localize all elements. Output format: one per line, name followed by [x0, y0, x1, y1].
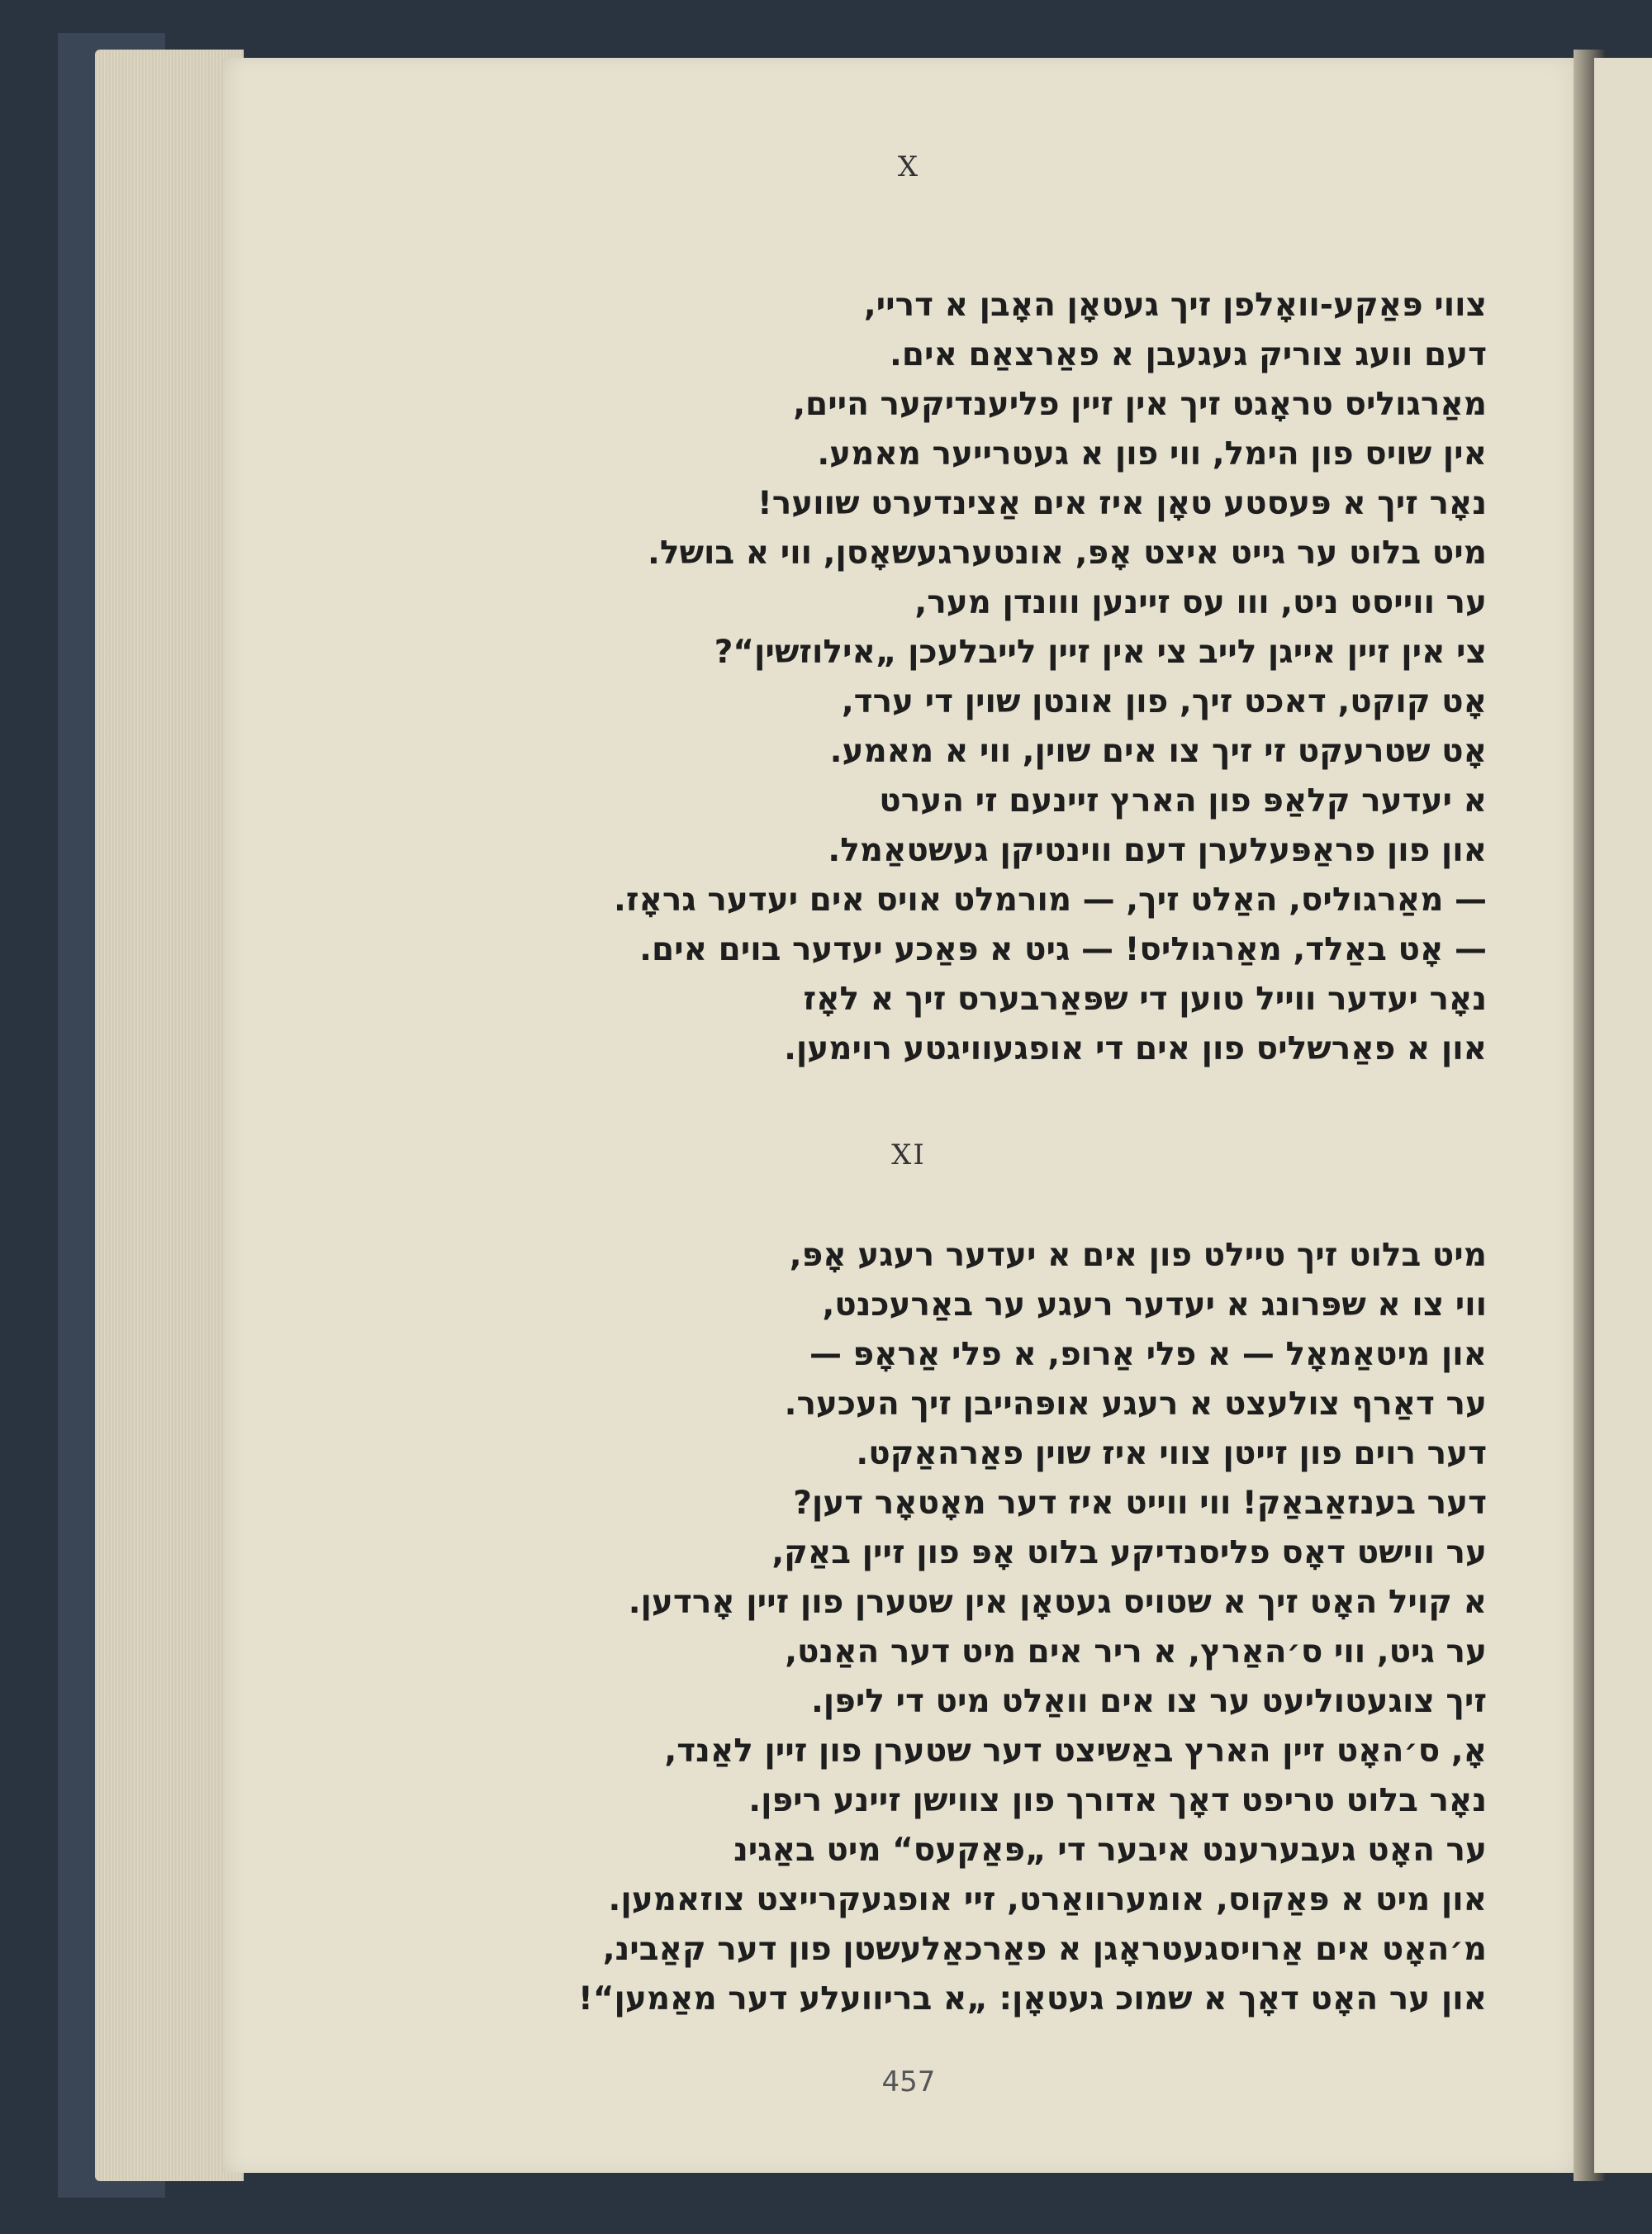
- poem-line: אָט שטרעקט זי זיך צו אים שוין, ווי א מאמע.: [829, 733, 1487, 770]
- poem-line: דעם וועג צוריק געגעבן א פאַרצאַם אים.: [890, 336, 1487, 373]
- poem-line: צווי פּאַקע-וואָלפן זיך געטאָן האָבן א דריי,: [863, 287, 1487, 324]
- poem-line: דער בענזאַבאַק! ווי ווייט איז דער מאָטאָר דען?: [793, 1485, 1487, 1522]
- section-mark-xi: XI: [891, 1138, 926, 1172]
- poem-line: מיט בלוט זיך טיילט פון אים א יעדער רעגע אָפּ,: [789, 1237, 1487, 1274]
- poem-line: מאַרגוליס טראָגט זיך אין זיין פליענדיקער היים,: [793, 386, 1487, 423]
- poem-line: ווי צו א שפּרונג א יעדער רעגע ער באַרעכנט,: [822, 1286, 1487, 1324]
- poem-line: און ער האָט דאָך א שמוכ געטאָן: „א בריוועלע דער מאַמען“!: [578, 1980, 1487, 2018]
- book-page: [223, 58, 1594, 2173]
- poem-line: און מיטאַמאָל — א פלי אַרופ, א פלי אַראָפּ —: [809, 1336, 1487, 1373]
- page-stack-edges: [95, 50, 244, 2181]
- poem-line: — מאַרגוליס, האַלט זיך, — מורמלט אויס אים יעדער גראָז.: [614, 882, 1487, 919]
- poem-line: — אָט באַלד, מאַרגוליס! — גיט א פּאַכע יעדער בוים אים.: [639, 931, 1487, 968]
- poem-line: ער האָט געבערענט איבער די „פּאַקעס“ מיט באַגינ: [733, 1832, 1487, 1869]
- poem-line: און א פאַרשליס פון אים די אופגעוויגטע רוימען.: [784, 1030, 1487, 1067]
- poem-line: און פון פראַפּעלערן דעם ווינטיקן געשטאַמל.: [828, 832, 1487, 869]
- poem-line: און מיט א פּאַקוס, אומערוואַרט, זיי אופגעקרייצט צוזאמען.: [608, 1881, 1487, 1918]
- poem-line: מיט בלוט ער גייט איצט אָפּ, אונטערגעשאָסן, ווי א בושל.: [648, 535, 1487, 572]
- poem-line: ער דאַרף צולעצט א רעגע אופּהייבן זיך העכער.: [784, 1386, 1487, 1423]
- poem-line: נאָר בלוט טריפט דאָך אדורך פון צווישן זיינע ריפּן.: [748, 1782, 1487, 1819]
- poem-line: זיך צוגעטוליעט ער צו אים וואַלט מיט די ליפּן.: [810, 1683, 1487, 1720]
- poem-line: א יעדער קלאַפּ פון הארץ זיינעם זי הערט: [879, 782, 1487, 820]
- poem-line: צי אין זיין אייגן לייב צי אין זיין לייבלעכן „אילוזשין“?: [714, 634, 1487, 671]
- poem-line: מ׳האָט אים אַרויסגעטראָגן א פאַרכאַלעשטן פון דער קאַבינ,: [602, 1931, 1487, 1968]
- facing-page-edge: [1594, 58, 1652, 2173]
- page-number: 457: [881, 2065, 936, 2099]
- section-mark-x: X: [897, 150, 920, 183]
- poem-line: נאָר זיך א פּעסטע טאָן איז אים אַצינדערט שווער!: [757, 485, 1487, 522]
- poem-line: אין שויס פון הימל, ווי פון א געטרייער מאמע.: [817, 435, 1487, 473]
- poem-line: א קויל האָט זיך א שטויס געטאָן אין שטערן פון זיין אָרדען.: [628, 1584, 1487, 1621]
- poem-line: ער ווישט דאָס פליסנדיקע בלוט אָפּ פון זיין באַק,: [771, 1534, 1487, 1571]
- poem-line: אָ, ס׳האָט זיין הארץ באַשיצט דער שטערן פון זיין לאַנד,: [664, 1733, 1487, 1770]
- poem-line: דער רוים פון זייטן צווי איז שוין פאַרהאַקט.: [856, 1435, 1487, 1472]
- poem-line: ער גיט, ווי ס׳האַרץ, א ריר אים מיט דער האַנט,: [785, 1633, 1487, 1671]
- poem-line: ער ווייסט ניט, ווו עס זיינען ווונדן מער,: [914, 584, 1487, 621]
- poem-line: אָט קוקט, דאכט זיך, פון אונטן שוין די ערד,: [841, 683, 1487, 720]
- poem-line: נאָר יעדער ווייל טוען די שפּאַרבערס זיך א לאָז: [803, 981, 1487, 1018]
